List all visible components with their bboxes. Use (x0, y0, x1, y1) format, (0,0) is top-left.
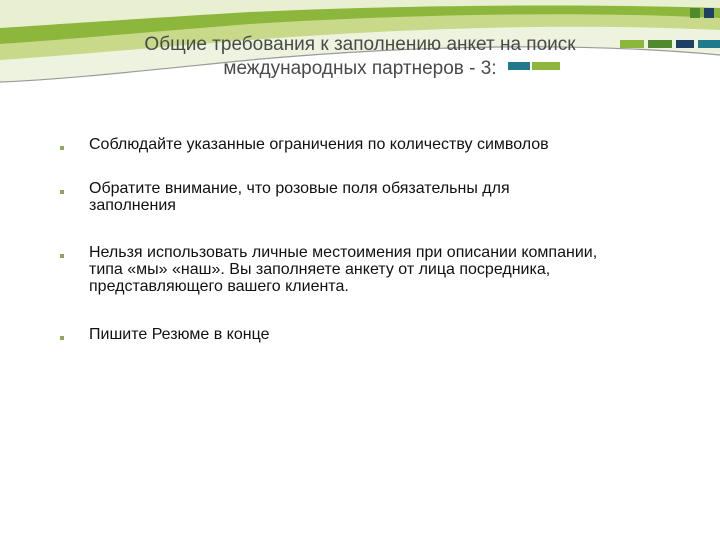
bullet-square-icon (60, 336, 64, 340)
bullet-text: Соблюдайте указанные ограничения по количеству символов (89, 136, 549, 153)
bullet-square-icon (60, 190, 64, 194)
slide-title-line-1: Общие требования к заполнению анкет на поиск (144, 34, 576, 55)
bullet-text: Обратите внимание, что розовые поля обязательны для заполнения (89, 180, 510, 214)
slide-title-line-2: международных партнеров - 3: (223, 58, 497, 79)
bullet-square-icon (60, 146, 64, 150)
bullet-square-icon (60, 254, 64, 258)
bullet-text: Нельзя использовать личные местоимения при описании компании, типа «мы» «наш». Вы заполняете анкету от лица посредника, представляющего вашего клиента. (89, 244, 598, 295)
bullet-text: Пишите Резюме в конце (89, 326, 270, 343)
